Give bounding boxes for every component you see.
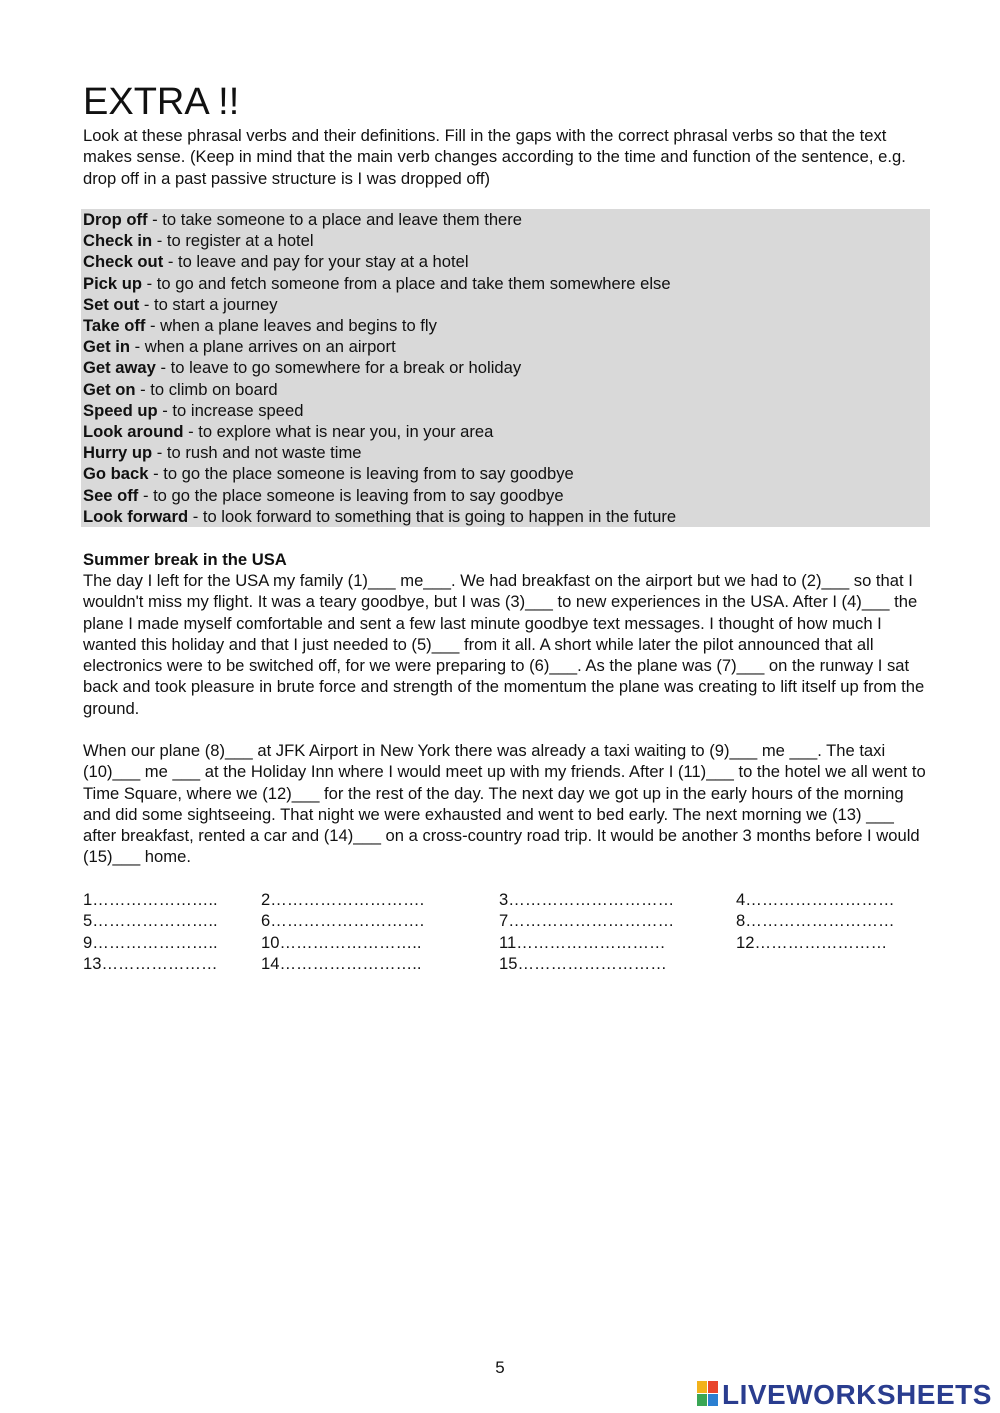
verb-term: See off (83, 485, 139, 505)
answer-field[interactable]: 15……………………… (499, 953, 667, 973)
answer-field[interactable]: 13………………… (83, 953, 218, 973)
verb-definition: - to rush and not waste time (152, 443, 362, 463)
verb-item (83, 273, 928, 294)
verb-term: Drop off (83, 210, 148, 229)
phrasal-verb-list (81, 209, 930, 527)
verb-definition: - to go the place someone is leaving from to say goodbye (138, 485, 564, 505)
verb-definition: - when a plane leaves and begins to fly (145, 316, 437, 336)
answer-field[interactable]: 6………………………. (261, 911, 425, 931)
verb-definition: - to take someone to a place and leave them there (147, 210, 523, 229)
answer-row (83, 953, 928, 974)
verb-term: Get away (83, 358, 156, 378)
answer-field[interactable]: 2………………………. (261, 890, 425, 909)
verb-item (83, 485, 928, 506)
verb-definition: - to start a journey (139, 294, 278, 314)
verb-item (83, 294, 928, 315)
answer-field[interactable]: 8……………………… (736, 911, 895, 931)
verb-item (83, 442, 928, 463)
verb-item (83, 230, 928, 251)
instructions: Look at these phrasal verbs and their definitions. Fill in the gaps with the correct phrasal verbs so that the text makes sense. (Keep in mind that the main verb changes according to the time and function of the sentence, e.g. drop off in a past passive structure is I was dropped off) (83, 126, 906, 188)
verb-term: Pick up (83, 273, 143, 293)
answer-row (83, 910, 928, 931)
verb-definition: - to increase speed (157, 400, 304, 420)
verb-definition: - to leave and pay for your stay at a hotel (163, 252, 469, 272)
verb-item (83, 209, 928, 230)
verb-item (83, 357, 928, 378)
answer-grid (83, 889, 928, 974)
liveworksheets-logo[interactable] (697, 1378, 997, 1412)
verb-item (83, 400, 928, 421)
answer-field[interactable]: 3………………………… (499, 890, 675, 909)
answer-field[interactable]: 11……………………… (499, 932, 666, 952)
answer-field[interactable]: 10…………………….. (261, 932, 422, 952)
answer-field[interactable]: 1………………….. (83, 890, 218, 909)
answer-field[interactable]: 4……………………… (736, 890, 895, 909)
verb-item (83, 379, 928, 400)
answer-row (83, 889, 928, 910)
verb-term: Look forward (83, 506, 189, 526)
verb-item (83, 251, 928, 272)
answer-row (83, 932, 928, 953)
verb-term: Get in (83, 337, 131, 357)
verb-item (83, 506, 928, 527)
page-title: EXTRA !! (83, 81, 240, 123)
verb-item (83, 463, 928, 484)
verb-term: Get on (83, 379, 136, 399)
verb-term: Speed up (83, 400, 158, 420)
verb-term: Check in (83, 231, 153, 251)
verb-term: Go back (83, 464, 149, 484)
verb-definition: - to climb on board (135, 379, 278, 399)
verb-definition: - to register at a hotel (152, 231, 314, 251)
verb-term: Take off (83, 316, 146, 336)
verb-term: Hurry up (83, 443, 153, 463)
answer-field[interactable]: 9………………….. (83, 932, 218, 952)
answer-field[interactable]: 12…………………… (736, 932, 888, 952)
liveworksheets-logo-icon (697, 1381, 719, 1407)
verb-definition: - when a plane arrives on an airport (130, 337, 396, 357)
story-title: Summer break in the USA (83, 550, 287, 569)
verb-term: Set out (83, 294, 140, 314)
verb-term: Look around (83, 422, 184, 442)
answer-field[interactable]: 7………………………… (499, 911, 675, 931)
answer-field[interactable]: 14…………………….. (261, 953, 422, 973)
verb-definition: - to look forward to something that is going to happen in the future (188, 506, 677, 526)
verb-definition: - to go and fetch someone from a place and take them somewhere else (142, 273, 671, 293)
logo-text: LIVEWORKSHEETS (722, 1379, 992, 1410)
page-number: 5 (495, 1358, 505, 1377)
verb-item (83, 315, 928, 336)
verb-item (83, 336, 928, 357)
story-paragraph: The day I left for the USA my family (1)___ me___. We had breakfast on the airport but we had to (2)___ so that I wouldn't miss my flight. It was a teary goodbye, but I was (3)___ to new experiences in the USA. After I (4)___ the plane I made myself comfortable and sent a few last minute goodbye text messages. I thought of how much I wanted this holiday and that I just needed to (5)___ from it all. A short while later the pilot announced that all electronics were to be switched off, for we were preparing to (6)___. As the plane was (7)___ on the runway I sat back and took pleasure in brute force and strength of the momentum the plane was creating to lift itself up from the ground. (83, 571, 925, 718)
verb-item (83, 421, 928, 442)
verb-definition: - to explore what is near you, in your area (183, 422, 494, 442)
verb-definition: - to go the place someone is leaving from to say goodbye (148, 464, 574, 484)
story-paragraph: When our plane (8)___ at JFK Airport in New York there was already a taxi waiting to (9)___ me ___. The taxi (10)___ me ___ at the Holiday Inn where I would meet up with my friends. After I (11)___ to the hotel we all went to Time Square, where we (12)___ for the rest of the day. The next day we got up in the early hours of the morning and did some sightseeing. That night we were exhausted and went to bed early. The next morning we (13) ___ after breakfast, rented a car and (14)___ on a cross-country road trip. It would be another 3 months before I would (15)___ home. (83, 741, 926, 867)
answer-field[interactable]: 5………………….. (83, 911, 218, 931)
verb-definition: - to leave to go somewhere for a break or holiday (155, 358, 522, 378)
verb-term: Check out (83, 252, 164, 272)
